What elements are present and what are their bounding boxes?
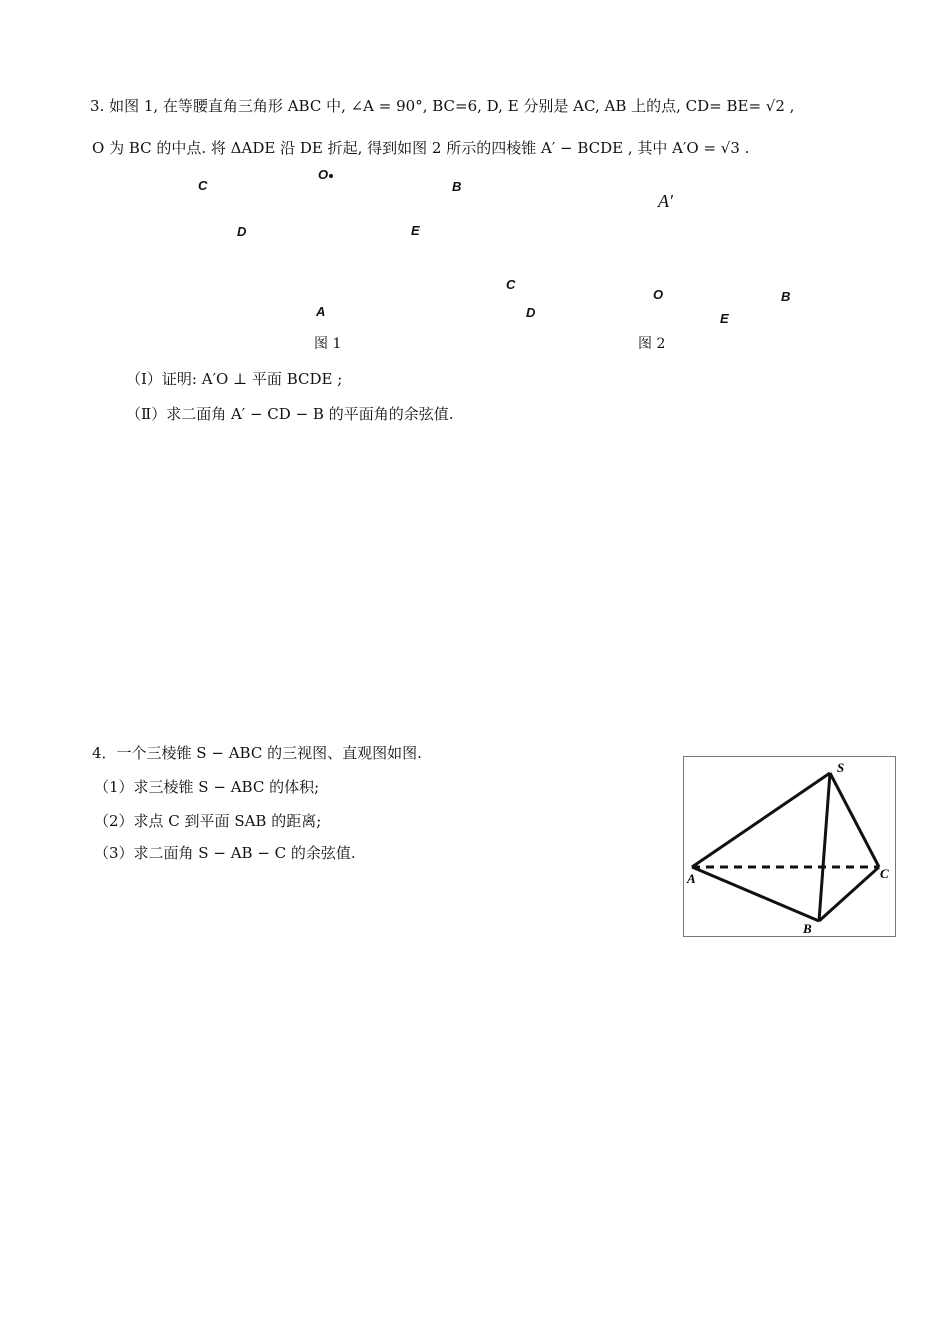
problem4-question2: （2）求点 C 到平面 SAB 的距离; xyxy=(94,812,322,830)
problem4-question3: （3）求二面角 S − AB − C 的余弦值. xyxy=(94,844,356,862)
problem3-question1: （Ⅰ）证明: A′O ⊥ 平面 BCDE ; xyxy=(126,370,343,388)
problem3-line2: O 为 BC 的中点. 将 ΔADE 沿 DE 折起, 得到如图 2 所示的四棱锥 A′ − BCDE , 其中 A′O = √3 . xyxy=(92,139,750,157)
vertex-label-s: S xyxy=(837,760,845,775)
fig1-label-o: O xyxy=(318,167,329,182)
problem3-question2: （Ⅱ）求二面角 A′ − CD − B 的平面角的余弦值. xyxy=(126,405,454,423)
vertex-label-b: B xyxy=(803,921,812,936)
fig2-label-d: D xyxy=(526,305,536,320)
fig1-point-o xyxy=(329,174,333,178)
vertex-label-c: C xyxy=(880,866,889,881)
fig1-label-c: C xyxy=(198,178,208,193)
fig2-label-a-prime: A′ xyxy=(658,191,673,211)
vertex-label-a: A xyxy=(687,871,696,886)
problem4-intro: 4．一个三棱锥 S − ABC 的三视图、直观图如图. xyxy=(92,744,422,762)
fig2-label-o: O xyxy=(653,287,664,302)
fig2-label-b: B xyxy=(781,289,791,304)
fig1-label-a: A xyxy=(316,304,326,319)
fig2-caption: 图 2 xyxy=(638,336,666,352)
fig1-label-b: B xyxy=(452,179,462,194)
pyramid-figure xyxy=(683,756,897,939)
problem3-line1: 3. 如图 1, 在等腰直角三角形 ABC 中, ∠A = 90°, BC=6, D, E 分别是 AC, AB 上的点, CD= BE= √2 , xyxy=(90,97,795,115)
problem4-question1: （1）求三棱锥 S − ABC 的体积; xyxy=(94,778,320,796)
fig2-label-c: C xyxy=(506,277,516,292)
fig1-label-e: E xyxy=(411,223,420,238)
fig1-label-d: D xyxy=(237,224,247,239)
fig1-caption: 图 1 xyxy=(314,336,342,352)
fig2-label-e: E xyxy=(720,311,729,326)
